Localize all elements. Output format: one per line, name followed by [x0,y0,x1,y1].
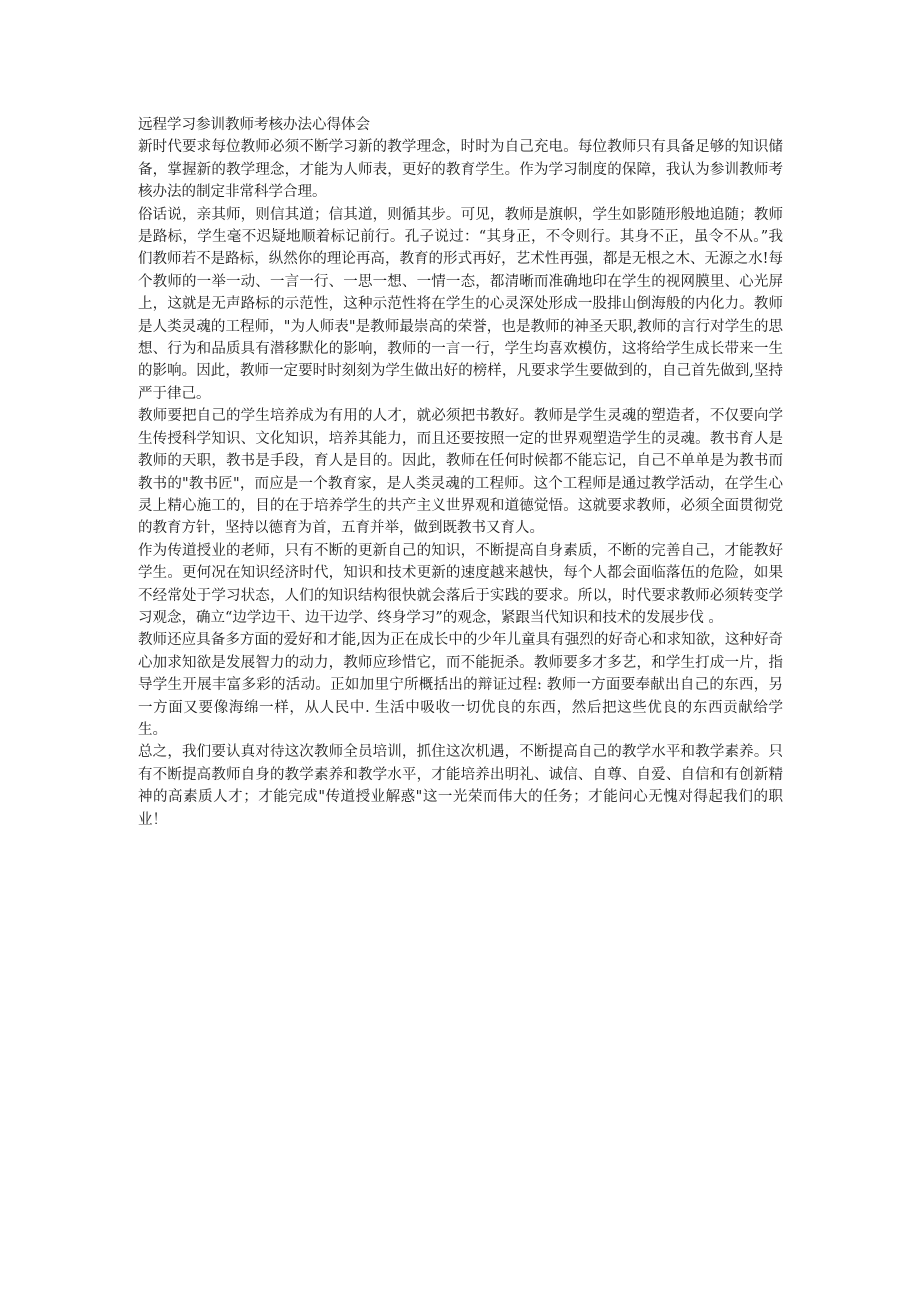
document-page [138,114,783,831]
paragraph-5: 教师还应具备多方面的爱好和才能,因为正在成长中的少年儿童具有强烈的好奇心和求知欲，这种好奇心加求知欲是发展智力的动力，教师应珍惜它，而不能扼杀。教师要多才多艺，和学生打成一片，指导学生开展丰富多彩的活动。正如加里宁所概括出的辩证过程: 教师一方面要奉献出自己的东西，另一方面又要像海绵一样，从人民中. 生活中吸收一切优良的东西，然后把这些优良的东西贡献给学生。 [138,632,783,738]
paragraph-2: 俗话说，亲其师，则信其道；信其道，则循其步。可见，教师是旗帜，学生如影随形般地追随；教师是路标，学生毫不迟疑地顺着标记前行。孔子说过：“其身正，不令则行。其身不正，虽令不从。”我们教师若不是路标，纵然你的理论再高，教育的形式再好，艺术性再强，都是无根之木、无源之水!每个教师的一举一动、一言一行、一思一想、一情一态，都清晰而准确地印在学生的视网膜里、心光屏上，这就是无声路标的示范性，这种示范性将在学生的心灵深处形成一股排山倒海般的内化力。教师是人类灵魂的工程师，"为人师表"是教师最崇高的荣誉，也是教师的神圣天职,教师的言行对学生的思想、行为和品质具有潜移默化的影响，教师的一言一行，学生均喜欢模仿，这将给学生成长带来一生的影响。因此，教师一定要时时刻刻为学生做出好的榜样，凡要求学生要做到的，自己首先做到,坚持严于律己。 [138,206,783,402]
paragraph-6: 总之，我们要认真对待这次教师全员培训，抓住这次机遇，不断提高自己的教学水平和教学素养。只有不断提高教师自身的教学素养和教学水平，才能培养出明礼、诚信、自尊、自爱、自信和有创新精神的高素质人才；才能完成"传道授业解惑"这一光荣而伟大的任务；才能问心无愧对得起我们的职业！ [138,744,783,828]
paragraph-1: 新时代要求每位教师必须不断学习新的教学理念，时时为自己充电。每位教师只有具备足够的知识储备，掌握新的教学理念，才能为人师表，更好的教育学生。作为学习制度的保障，我认为参训教师考核办法的制定非常科学合理。 [138,139,783,201]
document-title: 远程学习参训教师考核办法心得体会 [138,117,370,133]
paragraph-4: 作为传道授业的老师，只有不断的更新自己的知识，不断提高自身素质，不断的完善自己，才能教好学生。更何况在知识经济时代，知识和技术更新的速度越来越快，每个人都会面临落伍的危险，如果不经常处于学习状态，人们的知识结构很快就会落后于实践的要求。所以，时代要求教师必须转变学习观念，确立“边学边干、边干边学、终身学习”的观念，紧跟当代知识和技术的发展步伐 。 [138,542,783,626]
paragraph-3: 教师要把自己的学生培养成为有用的人才，就必须把书教好。教师是学生灵魂的塑造者，不仅要向学生传授科学知识、文化知识，培养其能力，而且还要按照一定的世界观塑造学生的灵魂。教书育人是教师的天职，教书是手段，育人是目的。因此，教师在任何时候都不能忘记，自己不单单是为教书而教书的"教书匠"，而应是一个教育家，是人类灵魂的工程师。这个工程师是通过教学活动，在学生心灵上精心施工的，目的在于培养学生的共产主义世界观和道德觉悟。这就要求教师，必须全面贯彻党的教育方针，坚持以德育为首，五育并举，做到既教书又育人。 [138,408,783,537]
